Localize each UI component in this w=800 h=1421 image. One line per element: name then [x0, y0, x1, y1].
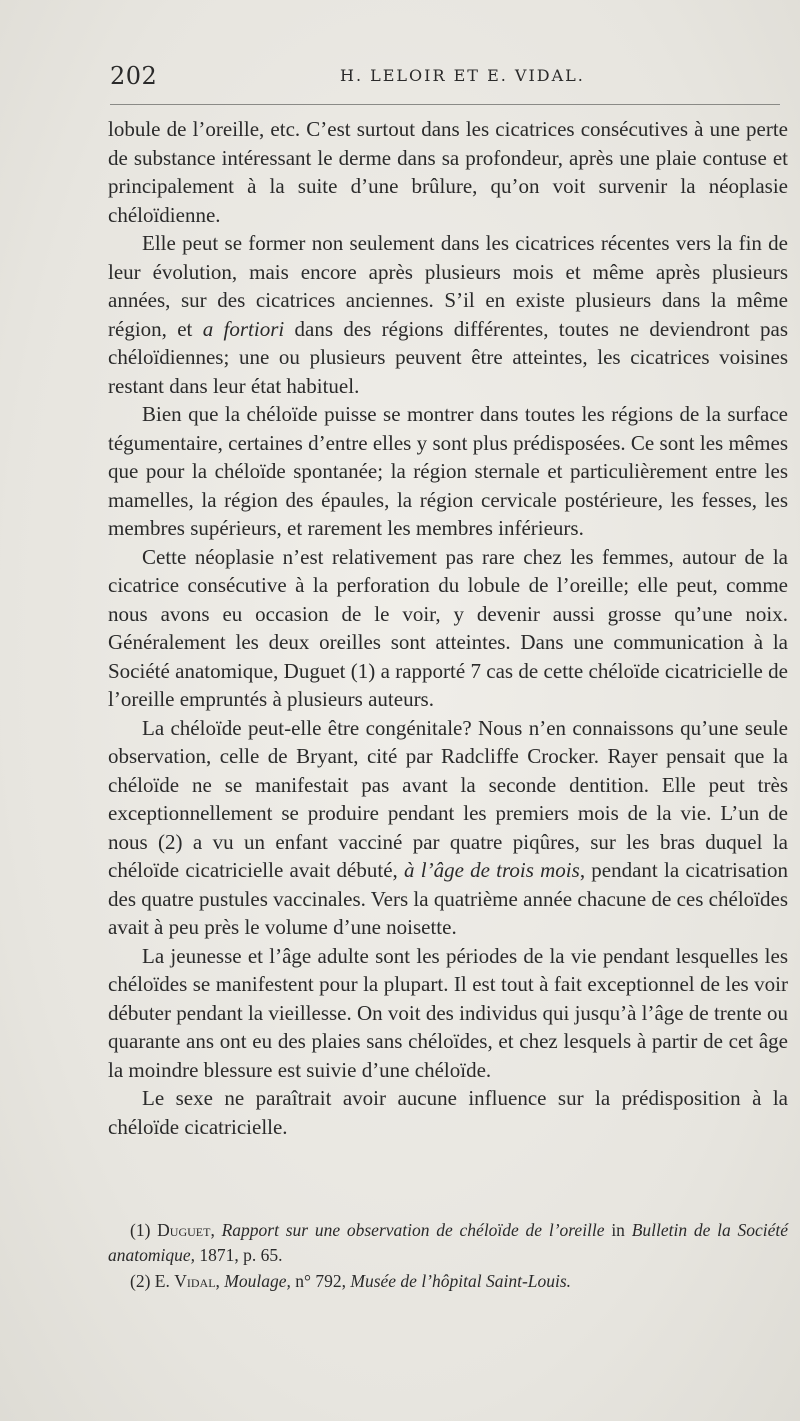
- page-number: 202: [110, 62, 158, 90]
- paragraph-4: Cette néoplasie n’est relativement pas rare chez les femmes, autour de la cicatrice consécutive à la perforation du lobule de l’oreille; elle peut, comme nous avons eu occasion de le voir, y devenir aussi grosse qu’une noix. Généralement les deux oreilles sont atteintes. Dans une communication à la Société anatomique, Duguet (1) a rapporté 7 cas de cette chéloïde cicatricielle de l’oreille empruntés à plusieurs auteurs.: [108, 544, 788, 711]
- footnote-2: (2) E. Vidal, Moulage, n° 792, Musée de l’hôpital Saint-Louis.: [130, 1271, 572, 1291]
- italic-phrase: a fortiori: [202, 316, 285, 341]
- paragraph-7: Le sexe ne paraîtrait avoir aucune influence sur la prédisposition à la chéloïde cicatricielle.: [108, 1086, 788, 1139]
- footnote-author: Duguet,: [157, 1220, 215, 1240]
- page-header: [110, 62, 780, 92]
- paragraph-1: lobule de l’oreille, etc. C’est surtout dans les cicatrices consécutives à une perte de substance intéressant le derme dans sa profondeur, après une plaie contuse et principalement à la suite d’une brûlure, qu’on voit survenir la néoplasie chéloïdienne.: [108, 117, 788, 227]
- paragraph-2: Elle peut se former non seulement dans les cicatrices récentes vers la fin de leur évolution, mais encore après plusieurs mois et même après plusieurs années, sur des cicatrices anciennes. S’il en existe plusieurs dans la même région, et a fortiori dans des régions différentes, toutes ne deviendront pas chéloïdiennes; une ou plusieurs peuvent être atteintes, les cicatrices voisines restant dans leur état habituel.: [108, 231, 789, 398]
- footnotes: [108, 1218, 788, 1295]
- paragraph-6: La jeunesse et l’âge adulte sont les périodes de la vie pendant lesquelles les chéloïdes se manifestent pour la plupart. Il est tout à fait exceptionnel de les voir débuter pendant la vieillesse. On voit des individus qui jusqu’à l’âge de trente ou quarante ans ont eu des plaies sans chéloïdes, et chez lesquels à partir de cet âge la moindre blessure est suivie d’une chéloïde.: [108, 943, 788, 1082]
- paragraph-3: Bien que la chéloïde puisse se montrer dans toutes les régions de la surface tégumentaire, certaines d’entre elles y sont plus prédisposées. Ce sont les mêmes que pour la chéloïde spontanée; la région sternale et particulièrement entre les mamelles, la région des épaules, la région cervicale postérieure, les fesses, les membres supérieurs, et rarement les membres inférieurs.: [108, 402, 788, 540]
- body-text: [108, 115, 788, 1141]
- paragraph-5: La chéloïde peut-elle être congénitale? Nous n’en connaissons qu’une seule observation, celle de Bryant, cité par Radcliffe Crocker. Rayer pensait que la chéloïde ne se manifestait pas avant la seconde dentition. Elle peut très exceptionnellement se produire pendant les premiers mois de la vie. L’un de nous (2) a vu un enfant vacciné par quatre piqûres, sur les bras duquel la chéloïde cicatricielle avait débuté, à l’âge de trois mois, pendant la cicatrisation des quatre pustules vaccinales. Vers la quatrième année chacune de ces chéloïdes avait à peu près le volume d’une noisette.: [108, 715, 788, 939]
- running-head: H. LELOIR ET E. VIDAL.: [340, 66, 585, 85]
- header-rule: [110, 104, 780, 105]
- italic-phrase: à l’âge de trois mois: [404, 858, 580, 882]
- footnote-1: (1) Duguet, Rapport sur une observation de chéloïde de l’oreille in Bulletin de la Société anatomique, 1871, p. 65.: [108, 1220, 789, 1265]
- footnote-author: Vidal,: [174, 1271, 220, 1291]
